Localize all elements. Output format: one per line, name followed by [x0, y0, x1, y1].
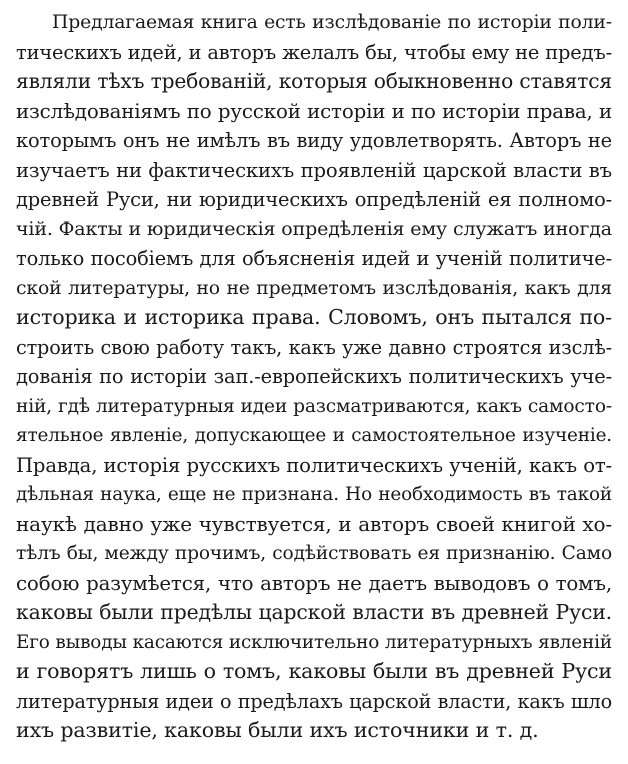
text-line: которымъ онъ не имѣлъ въ виду удовлетворять. Авторъ не: [16, 129, 612, 152]
text-line: литературныя идеи о предѣлахъ царской власти, какъ шло: [16, 689, 612, 713]
text-line: Правда, исторія русскихъ политическихъ ученій, какъ от-: [16, 453, 612, 477]
text-line: чій. Факты и юридическія опредѣленія ему служатъ иногда: [16, 217, 612, 240]
text-line: историка и историка права. Словомъ, онъ пытался по-: [16, 305, 612, 329]
text-line: являли тѣхъ требованій, которыя обыкновенно ставятся: [16, 69, 612, 93]
text-line: и говорятъ лишь о томъ, каковы были въ древней Руси: [16, 659, 612, 683]
text-line: тическихъ идей, и авторъ желалъ бы, чтобы ему не предъ-: [16, 40, 612, 64]
text-line: древней Руси, ни юридическихъ опредѣленій ея полномо-: [16, 188, 612, 211]
text-line: ній, гдѣ литературныя идеи разсматриваются, какъ самосто-: [16, 395, 612, 417]
text-line: тѣлъ бы, между прочимъ, содѣйствовать ея признанію. Само: [16, 543, 612, 564]
text-line: изслѣдованіямъ по русской исторіи и по исторіи права, и: [16, 99, 612, 123]
text-line-last: ихъ развитіе, каковы были ихъ источники и т. д.: [16, 718, 539, 742]
text-line: только пособіемъ для объясненія идей и ученій политиче-: [16, 247, 612, 270]
text-line: ятельное явленіе, допускающее и самостоятельное изученіе.: [16, 425, 612, 446]
text-line: Предлагаемая книга есть изслѣдованіе по исторіи поли-: [52, 12, 612, 33]
text-line: изучаетъ ни фактическихъ проявленій царской власти въ: [16, 158, 612, 182]
text-line: собою разумѣется, что авторъ не даетъ выводовъ о томъ,: [16, 571, 612, 595]
text-line: каковы были предѣлы царской власти въ древней Руси.: [16, 600, 612, 624]
text-line: строить свою работу такъ, какъ уже давно строятся изслѣ-: [16, 335, 612, 359]
text-line: дованія по исторіи зап.-европейскихъ политическихъ уче-: [16, 365, 612, 388]
text-line: Его выводы касаются исключительно литературныхъ явленій: [16, 631, 612, 653]
text-line: ской литературы, но не предметомъ изслѣдованія, какъ для: [16, 277, 612, 299]
text-line: дѣльная наука, еще не признана. Но необходимость въ такой: [16, 484, 612, 505]
text-line: наукѣ давно уже чувствуется, и авторъ своей книгой хо-: [16, 511, 612, 536]
document-page: [16, 8, 612, 756]
